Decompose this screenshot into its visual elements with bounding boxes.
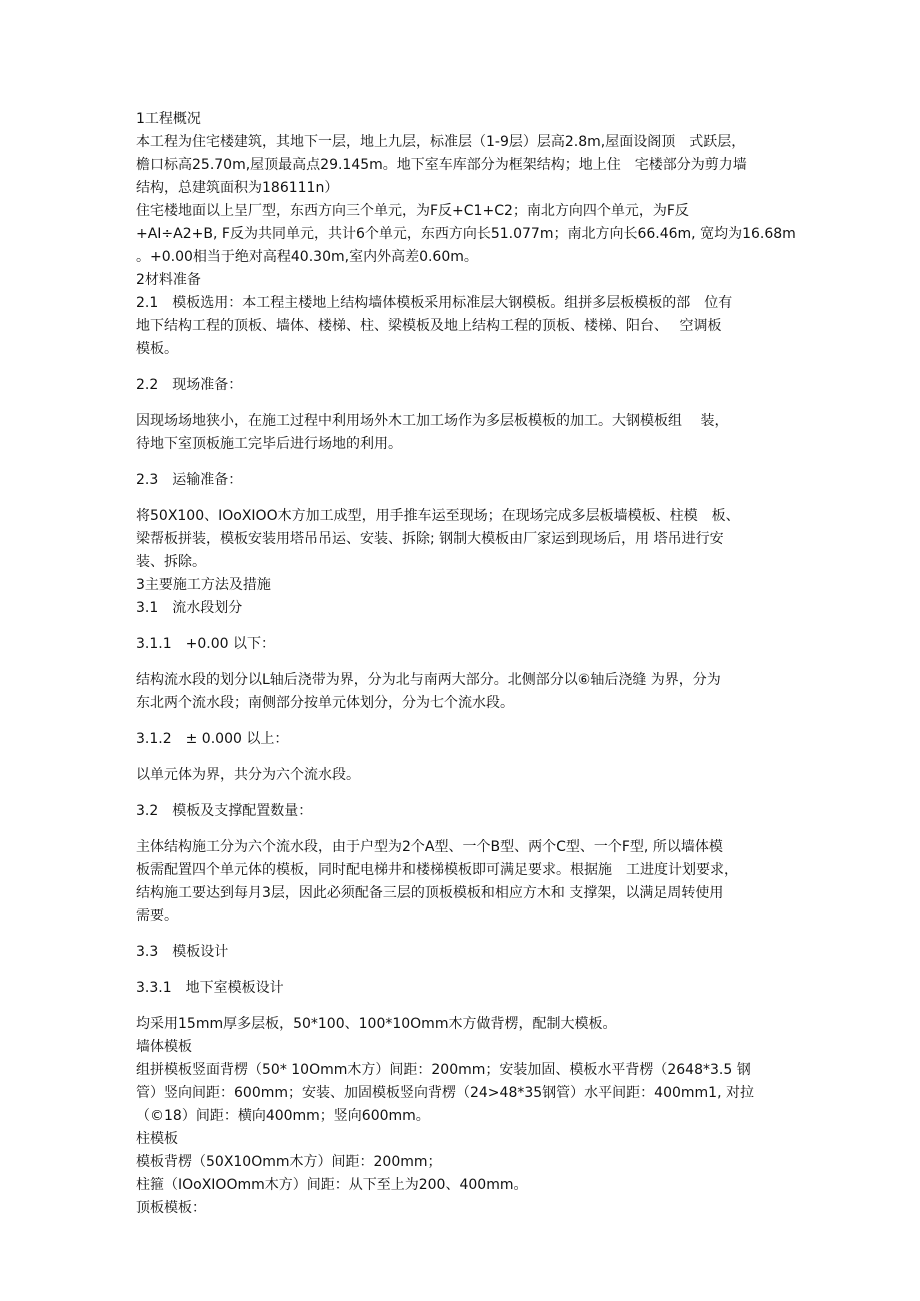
text-line: 东北两个流水段；南侧部分按单元体划分，分为七个流水段。: [136, 695, 514, 711]
section-heading: 2材料准备: [136, 272, 201, 288]
text-line: 顶板模板：: [136, 1200, 206, 1216]
subsection-heading: 3.1.2 ± 0.000 以上：: [136, 731, 289, 747]
text-line: 结构流水段的划分以L轴后浇带为界，分为北与南两大部分。北侧部分以⑥轴后浇缝 为界，分为: [136, 672, 721, 688]
text-line: 均采用15mm厚多层板，50*100、100*10Omm木方做背楞，配制大模板。: [136, 1016, 617, 1032]
text-line: 因现场场地狭小，在施工过程中利用场外木工加工场作为多层板模板的加工。大钢模板组 装，: [136, 413, 729, 429]
subsection-heading: 2.2 现场准备：: [136, 377, 243, 393]
text-line: 柱箍（IOoXIOOmm木方）间距：从下至上为200、400mm。: [136, 1177, 528, 1193]
text-line: 板需配置四个单元体的模板，同时配电梯井和楼梯模板即可满足要求。根据施 工进度计划要求，: [136, 862, 738, 878]
text-line: （©18）间距：横向400mm；竖向600mm。: [136, 1108, 430, 1124]
text-line: 地下结构工程的顶板、墙体、楼梯、柱、梁模板及地上结构工程的顶板、楼梯、阳台、 空调板: [136, 318, 722, 334]
subsection-heading: 3.2 模板及支撑配置数量：: [136, 803, 313, 819]
text-line: 住宅楼地面以上呈厂型，东西方向三个单元，为F反+C1+C2；南北方向四个单元，为F反: [136, 203, 689, 219]
text-line: 主体结构施工分为六个流水段，由于户型为2个A型、一个B型、两个C型、一个F型, 所以墙体模: [136, 839, 723, 855]
subsection-heading: 3.3 模板设计: [136, 944, 229, 960]
subsection-heading: 3.1 流水段划分: [136, 600, 243, 616]
text-line: +AI÷A2+B, F反为共同单元，共计6个单元，东西方向长51.077m；南北方向长66.46m, 宽均为16.68m: [136, 226, 796, 242]
text-line: 本工程为住宅楼建筑，其地下一层，地上九层，标准层（1-9层）层高2.8m,屋面设阁顶 式跃层，: [136, 134, 746, 150]
subsection-heading: 2.3 运输准备：: [136, 472, 243, 488]
section-heading: 3主要施工方法及措施: [136, 577, 271, 593]
text-line: 装、拆除。: [136, 554, 206, 570]
text-line: 模板。: [136, 341, 178, 357]
text-line: 墙体模板: [136, 1039, 192, 1055]
text-line: 将50X100、IOoXIOO木方加工成型，用手推车运至现场；在现场完成多层板墙模板、柱模 板、: [136, 508, 740, 524]
section-heading: 1工程概况: [136, 111, 201, 127]
text-line: 待地下室顶板施工完毕后进行场地的利用。: [136, 436, 402, 452]
text-line: 梁帮板拼装，模板安装用塔吊吊运、安装、拆除; 钢制大模板由厂家运到现场后，用 塔吊进行安: [136, 531, 724, 547]
text-line: 以单元体为界，共分为六个流水段。: [136, 767, 360, 783]
text-line: 柱模板: [136, 1131, 178, 1147]
document-body: [136, 108, 796, 1220]
text-line: 檐口标高25.70m,屋顶最高点29.145m。地下室车库部分为框架结构；地上住 宅楼部分为剪力墙: [136, 157, 747, 173]
subsection-heading: 3.3.1 地下室模板设计: [136, 980, 284, 996]
text-line: 。+0.00相当于绝对高程40.30m,室内外高差0.60m。: [136, 249, 478, 265]
subsection-heading: 3.1.1 +0.00 以下：: [136, 636, 275, 652]
text-line: 管）竖向间距：600mm；安装、加固模板竖向背楞（24>48*35钢管）水平间距：400mm1, 对拉: [136, 1085, 754, 1101]
text-line: 组拼模板竖面背楞（50* 10Omm木方）间距：200mm；安装加固、模板水平背楞（2648*3.5 钢: [136, 1062, 751, 1078]
text-line: 结构施工要达到每月3层，因此必须配备三层的顶板模板和相应方木和 支撑架，以满足周转使用: [136, 885, 724, 901]
text-line: 结构，总建筑面积为186111n）: [136, 180, 339, 196]
text-line: 模板背楞（50X10Omm木方）间距：200mm；: [136, 1154, 442, 1170]
text-line: 2.1 模板选用：本工程主楼地上结构墙体模板采用标准层大钢模板。组拼多层板模板的部 位有: [136, 295, 733, 311]
text-line: 需要。: [136, 908, 178, 924]
